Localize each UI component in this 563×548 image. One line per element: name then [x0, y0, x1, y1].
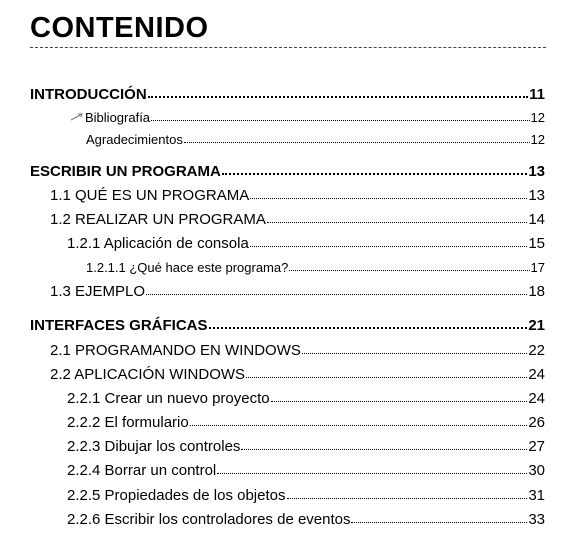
- toc-entry-label: INTRODUCCIÓN: [30, 86, 147, 103]
- dot-leader: [217, 473, 527, 474]
- toc-entry-label: 1.2.1.1 ¿Qué hace este programa?: [86, 260, 289, 275]
- toc-entry-page: 15: [528, 235, 545, 252]
- toc-entry-bibliografia[interactable]: [0, 108, 563, 128]
- pen-cursor-icon: [70, 113, 84, 121]
- dot-leader: [190, 425, 528, 426]
- toc-entry-label: 2.2.4 Borrar un control: [67, 462, 217, 479]
- toc-entry-page: 18: [528, 283, 545, 300]
- toc-entry-page: 24: [528, 366, 545, 383]
- toc-title: CONTENIDO: [30, 12, 209, 44]
- toc-entry-page: 13: [528, 187, 545, 204]
- toc-entry-label: 2.2.3 Dibujar los controles: [67, 438, 241, 455]
- toc-entry-2-2-6[interactable]: [0, 510, 563, 530]
- dot-leader: [184, 142, 530, 143]
- dot-leader: [250, 198, 527, 199]
- toc-entry-label: 2.2.5 Propiedades de los objetos: [67, 487, 286, 504]
- dot-leader: [246, 377, 527, 378]
- toc-entry-2-2-3[interactable]: [0, 437, 563, 457]
- toc-entry-2-2[interactable]: [0, 365, 563, 385]
- toc-entry-page: 30: [528, 462, 545, 479]
- toc-entry-label: 2.2 APLICACIÓN WINDOWS: [50, 366, 246, 383]
- dot-leader: [289, 270, 529, 271]
- toc-entry-2-2-2[interactable]: [0, 413, 563, 433]
- dot-leader: [271, 401, 528, 402]
- toc-entry-label: 2.2.2 El formulario: [67, 414, 189, 431]
- toc-entry-label: 1.1 QUÉ ES UN PROGRAMA: [50, 187, 250, 204]
- toc-entry-2-2-4[interactable]: [0, 461, 563, 481]
- toc-entry-page: 12: [530, 110, 545, 125]
- toc-entry-label: Bibliografía: [85, 110, 151, 125]
- dot-leader: [250, 246, 528, 247]
- dot-leader: [287, 498, 528, 499]
- toc-entry-label: Agradecimientos: [86, 132, 183, 147]
- toc-entry-1-2-1[interactable]: [0, 234, 563, 254]
- dot-leader: [151, 120, 529, 121]
- toc-entry-label: INTERFACES GRÁFICAS: [30, 317, 208, 334]
- toc-entry-2-2-5[interactable]: [0, 486, 563, 506]
- toc-entry-label: ESCRIBIR UN PROGRAMA: [30, 163, 221, 180]
- toc-entry-agradecimientos[interactable]: [0, 130, 563, 150]
- dot-leader: [222, 173, 527, 175]
- toc-entry-page: 31: [528, 487, 545, 504]
- toc-entry-page: 11: [529, 86, 545, 103]
- dot-leader: [351, 522, 527, 523]
- toc-entry-page: 27: [528, 438, 545, 455]
- toc-entry-label: 1.3 EJEMPLO: [50, 283, 146, 300]
- toc-entry-page: 21: [528, 317, 545, 334]
- toc-entry-page: 33: [528, 511, 545, 528]
- toc-entry-1-1[interactable]: [0, 186, 563, 206]
- toc-entry-1-2[interactable]: [0, 210, 563, 230]
- toc-entry-2-1[interactable]: [0, 341, 563, 361]
- toc-entry-escribir-un-programa[interactable]: [0, 162, 563, 182]
- title-divider: [30, 47, 546, 48]
- toc-entry-page: 13: [528, 163, 545, 180]
- dot-leader: [241, 449, 527, 450]
- toc-entry-page: 17: [530, 260, 545, 275]
- dot-leader: [267, 222, 527, 223]
- toc-entry-label: 2.1 PROGRAMANDO EN WINDOWS: [50, 342, 301, 359]
- dot-leader: [146, 294, 527, 295]
- toc-entry-1-3[interactable]: [0, 282, 563, 302]
- toc-entry-interfaces-graficas[interactable]: [0, 316, 563, 336]
- toc-entry-label: 2.2.6 Escribir los controladores de eventos: [67, 511, 351, 528]
- toc-entry-page: 22: [528, 342, 545, 359]
- toc-entry-introduccion[interactable]: [0, 85, 563, 105]
- dot-leader: [148, 96, 528, 98]
- toc-entry-page: 26: [528, 414, 545, 431]
- toc-entry-page: 24: [528, 390, 545, 407]
- toc-entry-2-2-1[interactable]: [0, 389, 563, 409]
- dot-leader: [302, 353, 527, 354]
- toc-entry-1-2-1-1[interactable]: [0, 258, 563, 278]
- toc-entry-label: 1.2.1 Aplicación de consola: [67, 235, 249, 252]
- dot-leader: [209, 327, 528, 329]
- toc-entry-page: 12: [530, 132, 545, 147]
- toc-entry-label: 2.2.1 Crear un nuevo proyecto: [67, 390, 270, 407]
- toc-entry-page: 14: [528, 211, 545, 228]
- toc-entry-label: 1.2 REALIZAR UN PROGRAMA: [50, 211, 266, 228]
